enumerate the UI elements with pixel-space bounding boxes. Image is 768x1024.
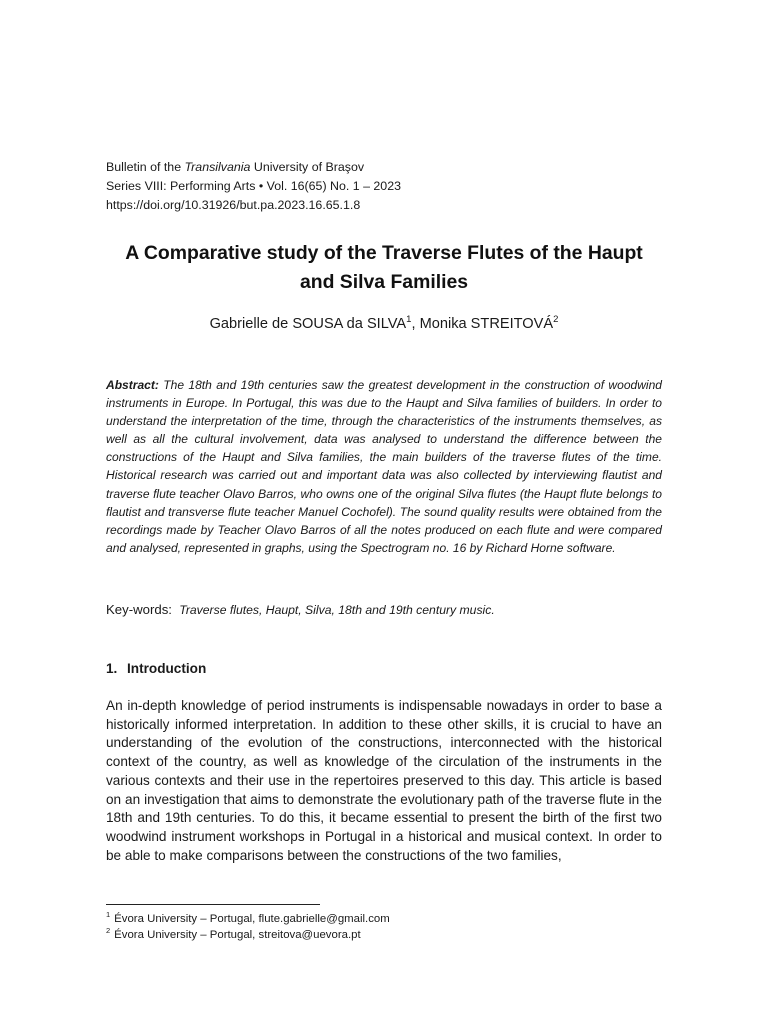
abstract-label: Abstract: <box>106 378 159 392</box>
footnote-number: 1 <box>106 910 111 920</box>
author-name: Monika STREITOVÁ <box>419 316 554 332</box>
keywords-text: Traverse flutes, Haupt, Silva, 18th and 19th century music. <box>179 603 495 617</box>
journal-name-suffix: University of Braşov <box>250 160 365 174</box>
footnote <box>106 911 662 927</box>
footnote-mark[interactable]: 1 <box>406 314 412 326</box>
footnote-divider <box>106 904 320 905</box>
paper-title: A Comparative study of the Traverse Flutes of the Haupt and Silva Families <box>125 242 643 293</box>
journal-name-italic: Transilvania <box>184 160 251 174</box>
section-number: 1. <box>106 661 118 676</box>
body-paragraph: An in-depth knowledge of period instruments is indispensable nowadays in order to base a historically informed interpretation. In addition to these other skills, it is crucial to have an understanding of the evolution of the constructions, interconnected with the historical context of the country, as well as knowledge of the circulation of the instruments in the various contexts and their use in the repertoires preserved to this day. This article is based on an investigation that aims to demonstrate the evolutionary path of the traverse flute in the 18th and 19th centuries. To do this, it became essential to present the birth of the first two woodwind instrument workshops in Portugal in a historical and musical context. In order to be able to make comparisons between the constructions of the two families, <box>106 698 662 863</box>
doi-link[interactable]: https://doi.org/10.31926/but.pa.2023.16.65.1.8 <box>106 198 361 212</box>
keywords <box>106 600 662 620</box>
abstract <box>106 376 662 557</box>
footnote-text: Évora University – Portugal, streitova@uevora.pt <box>114 929 361 941</box>
keywords-label: Key-words: <box>106 602 172 617</box>
footnote-mark[interactable]: 2 <box>553 314 559 326</box>
footnotes <box>106 911 662 943</box>
section-heading <box>106 659 662 679</box>
footnote-text: Évora University – Portugal, flute.gabrielle@gmail.com <box>114 913 390 925</box>
footnote <box>106 927 662 943</box>
footnote-number: 2 <box>106 926 111 936</box>
journal-series-line: Series VIII: Performing Arts • Vol. 16(65) No. 1 – 2023 <box>106 179 401 193</box>
journal-header <box>106 158 662 215</box>
author-name: Gabrielle de SOUSA da SILVA <box>209 316 407 332</box>
journal-name-prefix: Bulletin of the <box>106 160 185 174</box>
abstract-text: The 18th and 19th centuries saw the greatest development in the construction of woodwind instruments in Europe. In Portugal, this was due to the Haupt and Silva families of builders. In order to understand the interpretation of the time, through the characteristics of the instruments themselves, as well as all the cultural involvement, data was analysed to understand the difference between the constructions of the Haupt and Silva families, the main builders of the traverse flutes of the time. Historical research was carried out and important data was also collected by interviewing flautist and traverse flute teacher Olavo Barros, who owns one of the original Silva flutes (the Haupt flute belongs to flautist and transverse flute teacher Manuel Cochofel). The sound quality results were obtained from the recordings made by Teacher Olavo Barros of all the notes produced on each flute and were compared and analysed, represented in graphs, using the Spectrogram no. 16 by Richard Horne software. <box>106 378 662 555</box>
section-title: Introduction <box>127 661 207 676</box>
author-list <box>106 314 662 334</box>
journal-name-line <box>106 158 662 177</box>
author-separator: , <box>411 316 420 332</box>
